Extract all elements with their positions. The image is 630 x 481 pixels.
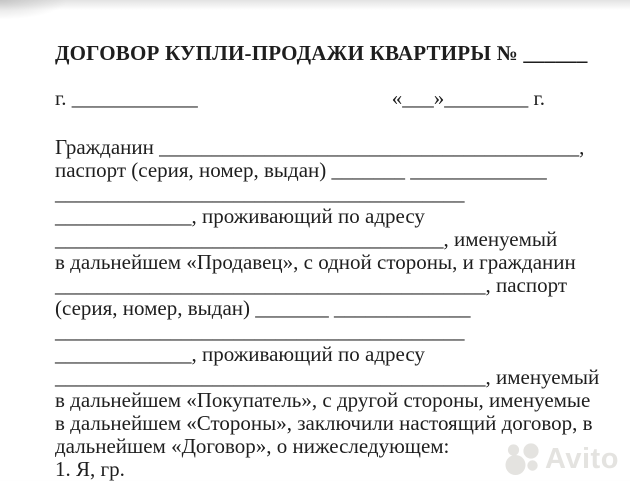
document-line: дальнейшем «Договор», о нижеследующем: xyxy=(55,434,450,458)
document-line: _____________________________________, именуемый xyxy=(55,227,558,251)
document-line: Гражданин ________________________________________, xyxy=(55,135,585,159)
date-row xyxy=(55,86,545,111)
city-blank-line: г. ____________ xyxy=(55,86,198,110)
document-line: _________________________________________, именуемый xyxy=(55,365,600,389)
document-line: _________________________________________, паспорт xyxy=(55,273,568,297)
document-line: _____________, проживающий по адресу xyxy=(55,204,425,228)
document-line: (серия, номер, выдан) _______ _____________ xyxy=(55,296,471,320)
document-body xyxy=(55,136,615,481)
document-line: 1. Я, гр. xyxy=(55,457,125,481)
date-blank-line: «___»________ г. xyxy=(391,86,545,110)
document-line: _______________________________________ xyxy=(55,319,465,343)
document-line: _____________, проживающий по адресу xyxy=(55,342,425,366)
document-title: ДОГОВОР КУПЛИ-ПРОДАЖИ КВАРТИРЫ № ______ xyxy=(55,41,588,65)
document-line: _______________________________________ xyxy=(55,181,465,205)
document-line: в дальнейшем «Продавец», с одной стороны, и гражданин xyxy=(55,250,576,274)
document-line: в дальнейшем «Стороны», заключили настоящий договор, в xyxy=(55,411,593,435)
document-line: паспорт (серия, номер, выдан) _______ _____________ xyxy=(55,158,547,182)
photo-glare-corner xyxy=(0,0,120,34)
photo-glare-top xyxy=(0,0,630,10)
document-line: в дальнейшем «Покупатель», с другой стороны, именуемые xyxy=(55,388,591,412)
avito-watermark-label: Avito xyxy=(545,443,619,475)
